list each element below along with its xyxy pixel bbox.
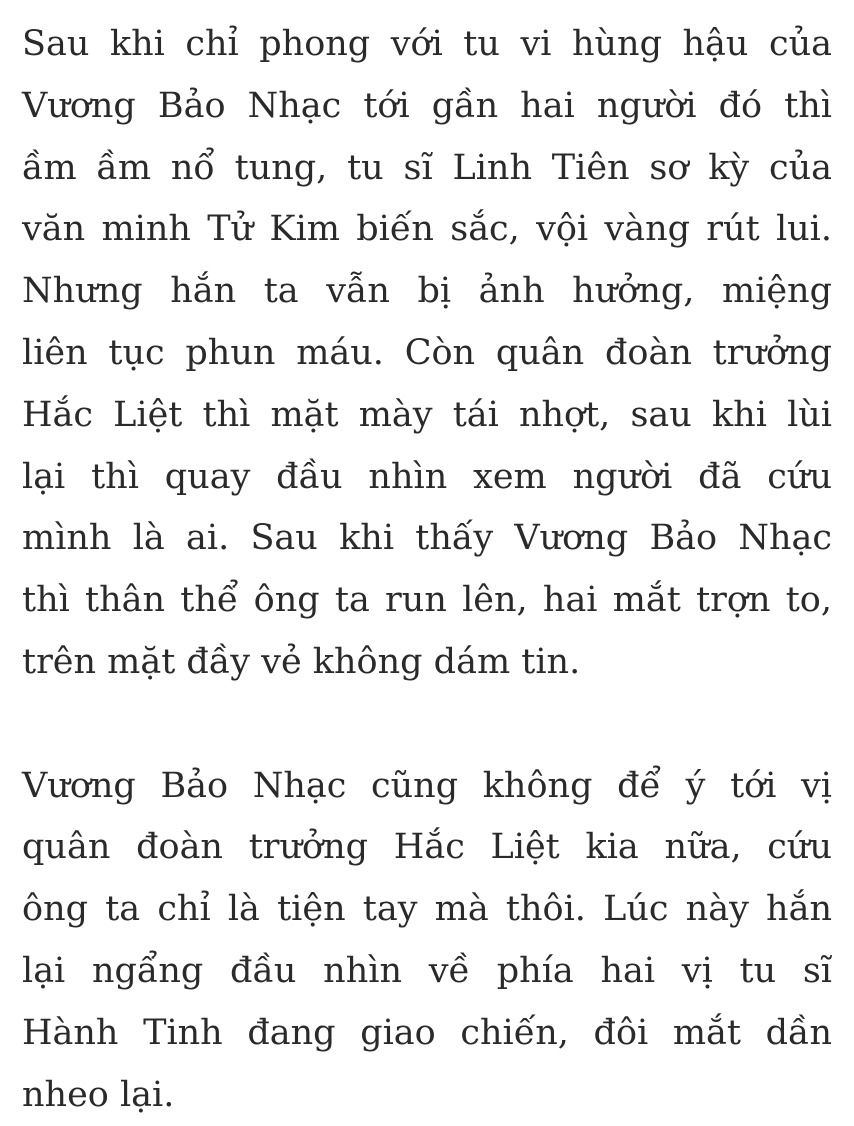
text-line: Vương Bảo Nhạc tới gần hai người đó thì: [22, 85, 832, 126]
text-line: văn minh Tử Kim biến sắc, vội vàng rút lui.: [22, 209, 832, 250]
text-line: ông ta chỉ là tiện tay mà thôi. Lúc này hắn: [22, 889, 832, 930]
text-line: nheo lại.: [22, 1074, 175, 1115]
text-line: Hắc Liệt thì mặt mày tái nhợt, sau khi lùi: [22, 394, 832, 435]
text-line: mình là ai. Sau khi thấy Vương Bảo Nhạc: [22, 518, 832, 559]
text-line: Sau khi chỉ phong với tu vi hùng hậu của: [22, 24, 832, 64]
reader-text-body: [22, 14, 832, 1126]
text-line: Vương Bảo Nhạc cũng không để ý tới vị: [22, 765, 832, 806]
text-line: Hành Tinh đang giao chiến, đôi mắt dần: [22, 1012, 832, 1053]
text-line: lại ngẩng đầu nhìn về phía hai vị tu sĩ: [22, 950, 832, 991]
text-line: liên tục phun máu. Còn quân đoàn trưởng: [22, 332, 832, 373]
text-line: thì thân thể ông ta run lên, hai mắt trợn to,: [22, 580, 832, 621]
text-line: ầm ầm nổ tung, tu sĩ Linh Tiên sơ kỳ của: [22, 147, 832, 188]
text-line: Nhưng hắn ta vẫn bị ảnh hưởng, miệng: [22, 271, 832, 312]
text-line: trên mặt đầy vẻ không dám tin.: [22, 641, 581, 682]
paragraph-2: [22, 756, 832, 1126]
text-line: quân đoàn trưởng Hắc Liệt kia nữa, cứu: [22, 827, 832, 868]
text-line: lại thì quay đầu nhìn xem người đã cứu: [22, 456, 832, 497]
paragraph-1: [22, 14, 832, 694]
